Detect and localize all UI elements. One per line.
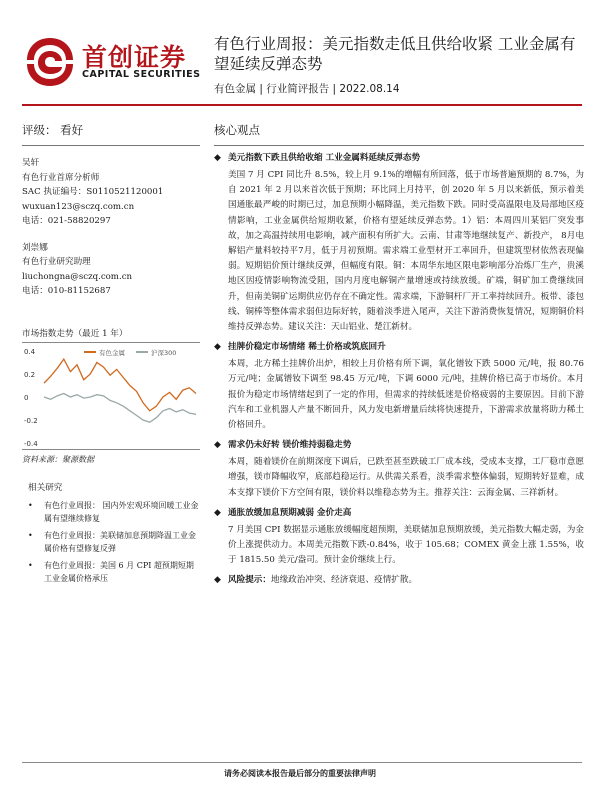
y-tick-label: -0.2 [24,416,38,425]
related-research-title: 相关研究 [28,482,63,493]
section-title: 通胀放缓加息预期减弱 金价走高 [228,507,352,518]
index-chart [22,342,200,450]
diamond-bullet-icon: ◆ [214,440,221,451]
section-body: 7 月美国 CPI 数据显示通胀放缓幅度超预期，美联储加息预期放缓，美元指数大幅走弱，为金价上涨提供动力。本周美元指数下跌-0.84%，收于 105.68；COMEX 黄金上涨 1.55%，收于 1815.50 美元/盎司。预计金价继续上行。 [228,524,584,566]
logo-text-cn: 首创证券 [82,43,187,72]
analyst-email[interactable]: wuxuan123@sczq.com.cn [22,201,135,212]
diamond-bullet-icon: ◆ [214,342,221,353]
footer-disclaimer: 请务必阅读本报告最后部分的重要法律声明 [224,768,376,778]
series-line [44,359,196,411]
section-body: 本周，随着镁价在前期深度下调后，已跌至甚至跌破工厂成本线，受成本支撑，工厂稳市意愿增强，镁市降幅收窄，底部趋稳运行。从供需关系看，淡季需求整体偏弱，短期转好显难，成本支撑下镁价下方空间有限，镁价料以维稳态势为主。推荐关注：云海金属、三祥新材。 [228,457,584,498]
legend-label: 有色金属 [99,348,125,357]
section-title: 需求仍未好转 镁价维持弱稳走势 [228,440,352,451]
company-logo [24,36,204,90]
report-meta: 有色金属 | 行业简评报告 | 2022.08.14 [214,83,400,95]
analyst-block-2 [22,241,200,299]
bullet-dot-icon: • [28,500,33,510]
chart-title: 市场指数走势（最近 1 年） [22,328,128,339]
section-3 [214,439,584,501]
analyst-name: 吴轩 [22,158,40,168]
y-tick-label: 0.2 [24,370,36,379]
analyst-phone: 电话：010-81152687 [22,286,111,296]
analyst-email[interactable]: liuchongna@sczq.com.cn [22,271,133,282]
diamond-bullet-icon: ◆ [214,575,221,586]
analyst-license: SAC 执证编号：S0110521120001 [22,187,164,197]
bullet-dot-icon: • [28,530,33,540]
related-item-text: 有色行业周报：美联储加息預期降温工业金属价格有望修复反弹 [44,530,196,553]
diamond-bullet-icon: ◆ [214,153,221,163]
section-body: 本周，北方稀土挂牌价出炉，相较上月价格有所下调，氧化镨钕下跌 5000 元/吨，报 80.76 万元/吨；金属镨钕下调至 98.45 万元/吨，下调 6000 元/吨，挂牌价格已高于市场价。本月报价为稳定市场情绪起到了一定的作用，但需求的持续低迷是价格疲弱的主要原因。目前下游汽车和工业机器人产量不断回升，风力发电新增量后续将快速提升，下游需求放量将助力稀土价格回升。 [228,359,584,431]
logo-mark-icon [24,36,76,88]
main-content [214,112,584,762]
related-research-list [22,499,200,585]
diamond-bullet-icon: ◆ [214,507,221,518]
section-body: 美国 7 月 CPI 同比升 8.5%，较上月 9.1%的增幅有所回落，低于市场普遍预期的 8.7%，为自 2021 年 2 月以来首次低于预期；环比同上月持平，创 2020 年 5 月以来新低，预示着美国通胀最严峻的时期已过，加息预期小幅降温，美元指数下跌。同时受高温限电及局部地区疫情影响，工业金属供给短期收紧，价格有望延续反弹态势。1）铝：本周四川某铝厂突发事故，加之高温持续用电影响，减产面积有所扩大。云南、甘肃等地继续复产、新投产， 8月电解铝产量料较持平7月，低于月初预期。需求端工业型材开工率回升，但建筑型材依然表现偏弱。短期铝价预计继续反弹，但幅度有限。铜：本周华东地区限电影响部分冶炼厂生产，贵溪地区因疫情影响物流受阻，国内月度电解铜产量增速或持续放缓。矿端，铜矿加工费继续回升，但南美铜矿运期供应仍存在不确定性。需求端，下游铜杆厂开工率持续回升。板带、漆包线、铜棒等整体需求弱但边际好转，随着淡季进入尾声，关注下游消费恢复情况，短期铜价料维持反弹态势。建议关注：天山铝业、楚江新材。 [228,170,584,333]
analyst-name: 刘崇娜 [22,242,48,253]
related-item-text: 有色行业周报： 国内外宏观环境回暖工业金属有望继续修复 [44,500,199,523]
analyst-role: 有色行业首席分析师 [22,172,100,183]
bullet-dot-icon: • [28,560,33,570]
footer-divider [22,762,582,763]
related-item[interactable] [22,529,200,555]
rating: 评级： 看好 [22,123,84,137]
header-divider [22,104,582,106]
chart-source: 资料来源：聚源数据 [22,454,94,464]
section-title: 美元指数下跌且供给收缩 工业金属料延续反弹态势 [228,153,421,163]
index-chart-svg [22,343,200,451]
report-title: 有色行业周报：美元指数走低且供给收紧 工业金属有望延续反弹态势 [214,35,576,73]
related-item[interactable] [22,559,200,585]
logo-text-en: CAPITAL SECURITIES [82,69,201,80]
y-tick-label: 0 [24,393,29,402]
y-tick-label: 0.4 [24,347,36,356]
core-divider [214,145,584,146]
related-item[interactable] [22,499,200,525]
series-line [44,393,196,422]
core-views-title: 核心观点 [214,123,260,137]
analyst-role: 有色行业研究助理 [22,257,91,267]
risk-label: 风险提示： [228,575,271,586]
section-2 [214,341,584,433]
analyst-block-1 [22,156,200,229]
section-1 [214,152,584,335]
rating-divider [22,145,200,146]
legend-label: 沪深300 [151,348,177,357]
analyst-phone: 电话：021-58820297 [22,216,111,226]
section-title: 挂牌价稳定市场情绪 稀土价格或筑底回升 [228,342,386,353]
report-header [0,0,600,110]
section-title [228,574,584,587]
sidebar [22,112,200,792]
risk-text: 地缘政治冲突、经济衰退、疫情扩散。 [270,575,418,586]
y-tick-label: -0.4 [24,439,38,448]
section-4 [214,507,584,569]
section-risk [214,574,584,587]
related-item-text: 有色行业周报：美国 6 月 CPI 超预期短期工业金属价格承压 [44,560,194,583]
